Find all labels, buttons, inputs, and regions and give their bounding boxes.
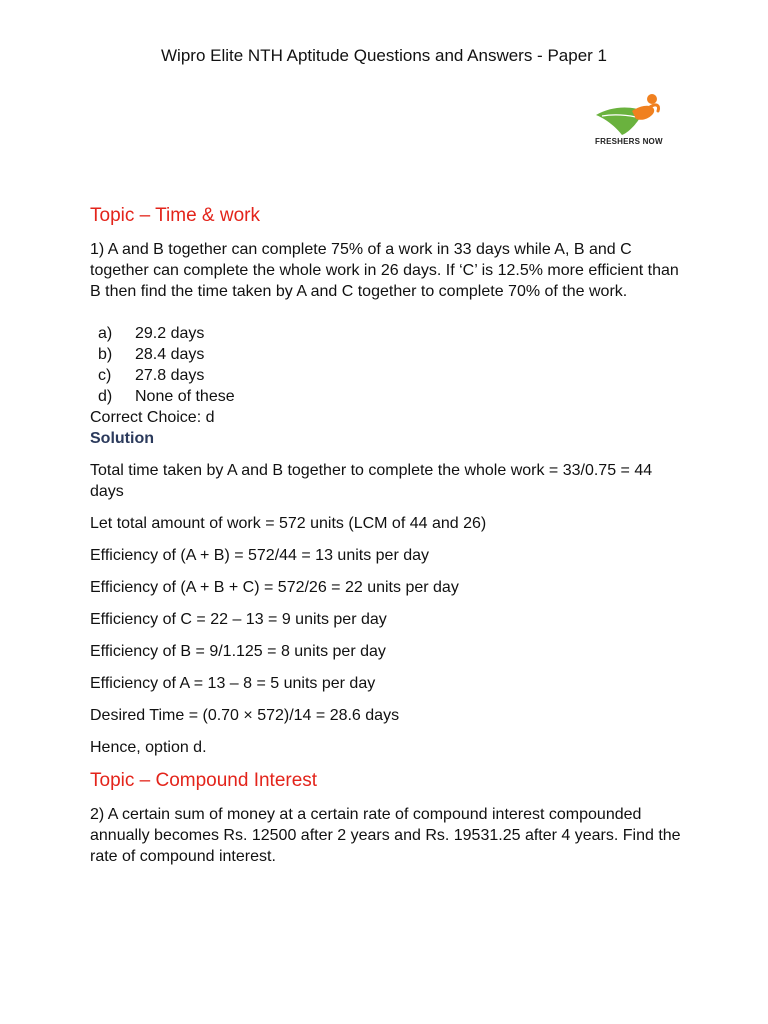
question-1: 1) A and B together can complete 75% of a work in 33 days while A, B and C together can complete the whole work in 26 days. If ‘C’ is 12.5% more efficient than B then find the time taken by A and C together to complete 70% of the work.: [90, 241, 679, 300]
solution-line: Efficiency of C = 22 – 13 = 9 units per day: [90, 611, 387, 628]
topic-heading-compound-interest: Topic – Compound Interest: [90, 770, 318, 791]
option-text: 29.2 days: [135, 325, 205, 342]
logo-runner-icon: [592, 93, 670, 139]
solution-line: Efficiency of A = 13 – 8 = 5 units per day: [90, 675, 376, 692]
option-b: [90, 344, 690, 365]
answer-options: [90, 323, 690, 407]
solution-line: Hence, option d.: [90, 739, 207, 756]
solution-line: Desired Time = (0.70 × 572)/14 = 28.6 days: [90, 707, 400, 724]
solution-line: Efficiency of (A + B) = 572/44 = 13 units per day: [90, 547, 430, 564]
option-c: [90, 365, 690, 386]
solution-line: Efficiency of B = 9/1.125 = 8 units per day: [90, 643, 386, 660]
solution-heading: Solution: [90, 430, 154, 447]
topic-heading-time-work: Topic – Time & work: [90, 205, 260, 226]
option-letter: b): [98, 346, 113, 363]
document-body: [90, 203, 690, 867]
option-letter: d): [98, 388, 113, 405]
solution-line: Total time taken by A and B together to complete the whole work = 33/0.75 = 44 days: [90, 462, 653, 500]
option-text: 28.4 days: [135, 346, 205, 363]
logo-text: FRESHERS NOW: [595, 137, 663, 146]
page-title: Wipro Elite NTH Aptitude Questions and Answers - Paper 1: [161, 46, 607, 65]
option-text: None of these: [135, 388, 235, 405]
correct-choice: Correct Choice: d: [90, 409, 215, 426]
option-text: 27.8 days: [135, 367, 205, 384]
solution-line: Efficiency of (A + B + C) = 572/26 = 22 units per day: [90, 579, 459, 596]
option-a: [90, 323, 690, 344]
freshers-now-logo: [592, 93, 670, 155]
question-2: 2) A certain sum of money at a certain rate of compound interest compounded annually becomes Rs. 12500 after 2 years and Rs. 19531.25 after 4 years. Find the rate of compound interest.: [90, 806, 681, 865]
option-letter: a): [98, 325, 113, 342]
solution-line: Let total amount of work = 572 units (LCM of 44 and 26): [90, 515, 487, 532]
option-letter: c): [98, 367, 112, 384]
option-d: [90, 386, 690, 407]
